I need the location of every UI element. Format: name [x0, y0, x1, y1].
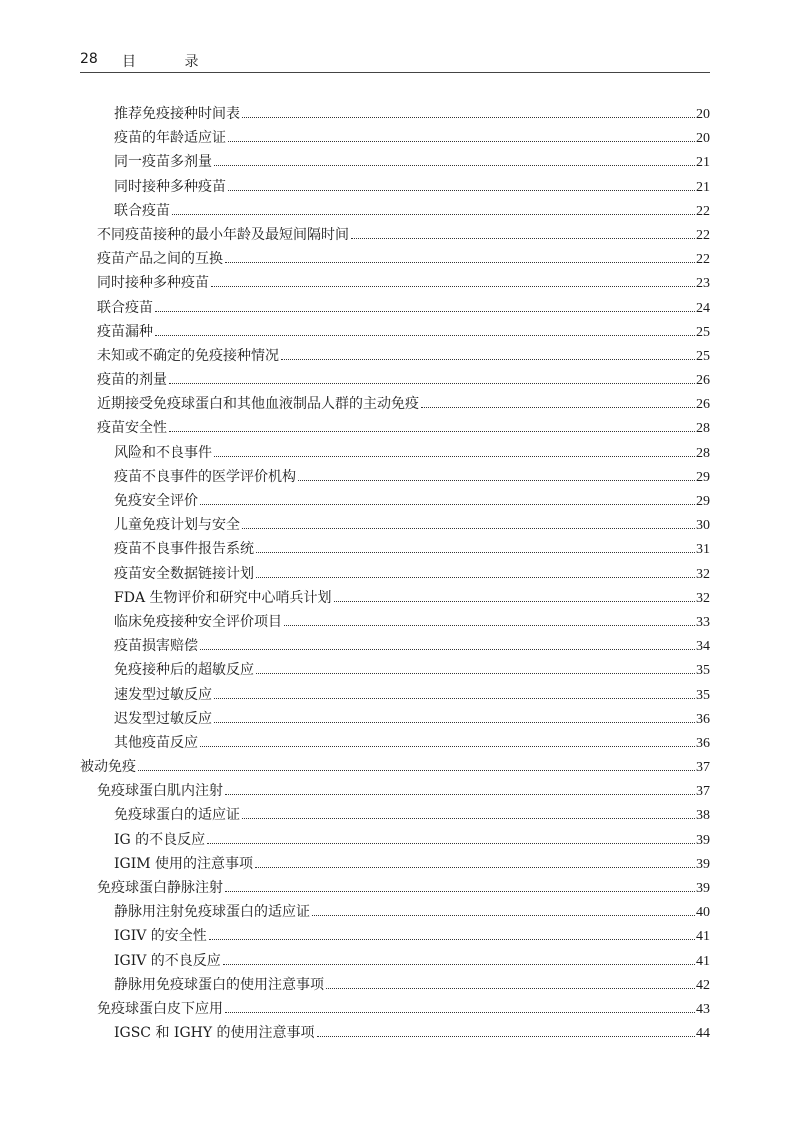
- toc-entry-title: 迟发型过敏反应: [114, 710, 212, 727]
- toc-entry-title: 联合疫苗: [97, 299, 153, 316]
- toc-entry-title: 免疫球蛋白的适应证: [114, 807, 240, 824]
- dot-leader: [207, 843, 695, 844]
- toc-entry-title: 免疫球蛋白皮下应用: [97, 1000, 223, 1017]
- dot-leader: [256, 552, 695, 553]
- toc-entry[interactable]: [0, 586, 800, 610]
- dot-leader: [172, 214, 695, 215]
- dot-leader: [317, 1036, 695, 1037]
- toc-entry[interactable]: [0, 755, 800, 779]
- toc-entry-title: 免疫球蛋白肌内注射: [97, 783, 223, 800]
- toc-entry-title: 推荐免疫接种时间表: [114, 106, 240, 122]
- toc-entry-title: 疫苗安全性: [97, 420, 167, 437]
- dot-leader: [228, 190, 695, 191]
- dot-leader: [228, 141, 695, 142]
- toc-entry-title: IG 的不良反应: [114, 831, 206, 848]
- toc-entry-title: 其他疫苗反应: [114, 734, 198, 751]
- toc-entry-title: 疫苗不良事件的医学评价机构: [114, 468, 296, 485]
- toc-entry-page-number: 25: [696, 324, 710, 340]
- toc-entry-title: 疫苗产品之间的互换: [97, 251, 223, 268]
- toc-entry[interactable]: [0, 199, 800, 223]
- toc-entry[interactable]: [0, 465, 800, 489]
- toc-entry[interactable]: [0, 296, 800, 320]
- toc-entry-title: 疫苗不良事件报告系统: [114, 541, 254, 558]
- toc-entry-title: 临床免疫接种安全评价项目: [114, 613, 282, 630]
- dot-leader: [312, 915, 695, 916]
- toc-entry-page-number: 32: [696, 590, 710, 606]
- toc-entry-title: 免疫安全评价: [114, 493, 198, 509]
- toc-entry[interactable]: [0, 683, 800, 707]
- dot-leader: [225, 891, 695, 892]
- dot-leader: [214, 698, 695, 699]
- dot-leader: [326, 988, 695, 989]
- toc-entry-page-number: 39: [696, 856, 710, 872]
- toc-entry[interactable]: [0, 392, 800, 416]
- toc-entry-page-number: 28: [696, 421, 710, 437]
- toc-entry[interactable]: [0, 562, 800, 586]
- toc-entry[interactable]: [0, 707, 800, 731]
- dot-leader: [298, 480, 695, 481]
- toc-entry-title: 疫苗的年龄适应证: [114, 130, 226, 147]
- toc-entry[interactable]: [0, 126, 800, 150]
- toc-entry[interactable]: [0, 828, 800, 852]
- toc-entry-title: FDA 生物评价和研究中心哨兵计划: [114, 589, 332, 606]
- toc-entry-title: 未知或不确定的免疫接种情况: [97, 347, 279, 364]
- toc-entry-title: 疫苗损害赔偿: [114, 638, 198, 655]
- toc-entry-title: 疫苗安全数据链接计划: [114, 565, 254, 582]
- dot-leader: [223, 964, 695, 965]
- toc-entry-title: 同一疫苗多剂量: [114, 154, 212, 171]
- toc-entry-page-number: 22: [696, 252, 710, 268]
- toc-entry-page-number: 21: [696, 155, 710, 171]
- dot-leader: [225, 262, 695, 263]
- toc-entry-page-number: 43: [696, 1001, 710, 1017]
- toc-entry[interactable]: [0, 320, 800, 344]
- toc-entry-page-number: 29: [696, 469, 710, 485]
- toc-entry[interactable]: [0, 779, 800, 803]
- toc-entry-page-number: 41: [696, 953, 710, 969]
- toc-entry-page-number: 35: [696, 663, 710, 679]
- dot-leader: [256, 577, 695, 578]
- toc-entry[interactable]: [0, 175, 800, 199]
- dot-leader: [138, 770, 695, 771]
- dot-leader: [209, 939, 695, 940]
- dot-leader: [421, 407, 695, 408]
- dot-leader: [169, 383, 695, 384]
- toc-entry-title: 同时接种多种疫苗: [97, 275, 209, 292]
- dot-leader: [200, 649, 695, 650]
- dot-leader: [225, 794, 695, 795]
- toc-entry[interactable]: [0, 997, 800, 1021]
- dot-leader: [214, 456, 695, 457]
- toc-entry-title: 不同疫苗接种的最小年龄及最短间隔时间: [97, 226, 349, 243]
- dot-leader: [211, 286, 695, 287]
- toc-entry-title: 免疫接种后的超敏反应: [114, 662, 254, 679]
- toc-entry[interactable]: [0, 634, 800, 658]
- toc-entry-page-number: 34: [696, 639, 710, 655]
- toc-entry-title: 风险和不良事件: [114, 444, 212, 461]
- toc-entry-page-number: 23: [696, 276, 710, 292]
- dot-leader: [242, 528, 695, 529]
- dot-leader: [284, 625, 695, 626]
- dot-leader: [225, 1012, 695, 1013]
- toc-entry-title: IGIM 使用的注意事项: [114, 855, 254, 872]
- dot-leader: [200, 746, 695, 747]
- toc-entry[interactable]: [0, 1021, 800, 1045]
- toc-entry-page-number: 32: [696, 566, 710, 582]
- toc-entry-title: 同时接种多种疫苗: [114, 178, 226, 195]
- toc-entry-page-number: 41: [696, 929, 710, 945]
- toc-entry-page-number: 39: [696, 881, 710, 896]
- dot-leader: [242, 117, 695, 118]
- toc-entry[interactable]: [0, 852, 800, 876]
- toc-entry[interactable]: [0, 949, 800, 973]
- table-of-contents: [0, 102, 800, 1045]
- toc-entry[interactable]: [0, 973, 800, 997]
- toc-entry-page-number: 33: [696, 614, 710, 630]
- toc-entry-title: 联合疫苗: [114, 202, 170, 219]
- toc-entry-title: 儿童免疫计划与安全: [114, 517, 240, 534]
- toc-entry-title: 疫苗漏种: [97, 323, 153, 340]
- toc-entry-page-number: 37: [696, 784, 710, 800]
- toc-entry-page-number: 37: [696, 760, 710, 776]
- page-header: [80, 46, 710, 73]
- toc-entry-page-number: 24: [696, 300, 710, 316]
- toc-entry-title: 免疫球蛋白静脉注射: [97, 880, 223, 896]
- toc-entry-title: 疫苗的剂量: [97, 372, 167, 389]
- toc-entry[interactable]: [0, 876, 800, 900]
- toc-entry[interactable]: [0, 610, 800, 634]
- toc-entry-page-number: 22: [696, 203, 710, 219]
- toc-entry[interactable]: [0, 102, 800, 126]
- toc-entry[interactable]: [0, 441, 800, 465]
- toc-entry[interactable]: [0, 731, 800, 755]
- dot-leader: [281, 359, 695, 360]
- toc-entry-page-number: 36: [696, 711, 710, 727]
- toc-entry-page-number: 39: [696, 832, 710, 848]
- toc-entry-page-number: 21: [696, 179, 710, 195]
- toc-entry-page-number: 44: [696, 1026, 710, 1042]
- toc-entry-title: 被动免疫: [80, 759, 136, 776]
- toc-entry-page-number: 26: [696, 373, 710, 389]
- toc-entry-page-number: 20: [696, 131, 710, 147]
- toc-entry-page-number: 25: [696, 348, 710, 364]
- toc-entry-title: IGIV 的不良反应: [114, 952, 221, 969]
- dot-leader: [351, 238, 695, 239]
- toc-entry[interactable]: [0, 513, 800, 537]
- toc-entry-title: 静脉用注射免疫球蛋白的适应证: [114, 904, 310, 921]
- toc-entry[interactable]: [0, 489, 800, 513]
- toc-entry-title: 静脉用免疫球蛋白的使用注意事项: [114, 976, 324, 993]
- dot-leader: [214, 722, 695, 723]
- toc-entry[interactable]: [0, 223, 800, 247]
- toc-entry-page-number: 29: [696, 494, 710, 509]
- toc-entry-title: IGIV 的安全性: [114, 928, 207, 945]
- toc-entry-page-number: 38: [696, 808, 710, 824]
- dot-leader: [155, 335, 695, 336]
- toc-entry-title: IGSC 和 IGHY 的使用注意事项: [114, 1025, 315, 1042]
- dot-leader: [256, 673, 695, 674]
- dot-leader: [255, 867, 695, 868]
- toc-entry-page-number: 28: [696, 445, 710, 461]
- dot-leader: [200, 504, 695, 505]
- header-title: 目 录: [122, 54, 221, 70]
- toc-entry-title: 速发型过敏反应: [114, 686, 212, 703]
- toc-entry-page-number: 30: [696, 518, 710, 534]
- toc-entry[interactable]: [0, 900, 800, 924]
- toc-entry[interactable]: [0, 537, 800, 561]
- toc-entry[interactable]: [0, 416, 800, 440]
- page-number: 28: [80, 51, 98, 67]
- dot-leader: [334, 601, 696, 602]
- toc-entry-page-number: 20: [696, 107, 710, 122]
- dot-leader: [242, 818, 695, 819]
- toc-entry[interactable]: [0, 924, 800, 948]
- toc-entry[interactable]: [0, 150, 800, 174]
- toc-entry[interactable]: [0, 271, 800, 295]
- toc-entry-page-number: 26: [696, 397, 710, 413]
- toc-entry-page-number: 36: [696, 735, 710, 751]
- toc-entry-page-number: 42: [696, 977, 710, 993]
- toc-entry[interactable]: [0, 368, 800, 392]
- toc-entry[interactable]: [0, 658, 800, 682]
- toc-entry-page-number: 31: [696, 542, 710, 558]
- toc-entry-page-number: 22: [696, 227, 710, 243]
- dot-leader: [214, 165, 695, 166]
- toc-entry[interactable]: [0, 247, 800, 271]
- toc-entry[interactable]: [0, 344, 800, 368]
- dot-leader: [155, 311, 695, 312]
- dot-leader: [169, 431, 695, 432]
- toc-entry-page-number: 40: [696, 905, 710, 921]
- toc-entry[interactable]: [0, 803, 800, 827]
- toc-entry-page-number: 35: [696, 687, 710, 703]
- toc-entry-title: 近期接受免疫球蛋白和其他血液制品人群的主动免疫: [97, 396, 419, 413]
